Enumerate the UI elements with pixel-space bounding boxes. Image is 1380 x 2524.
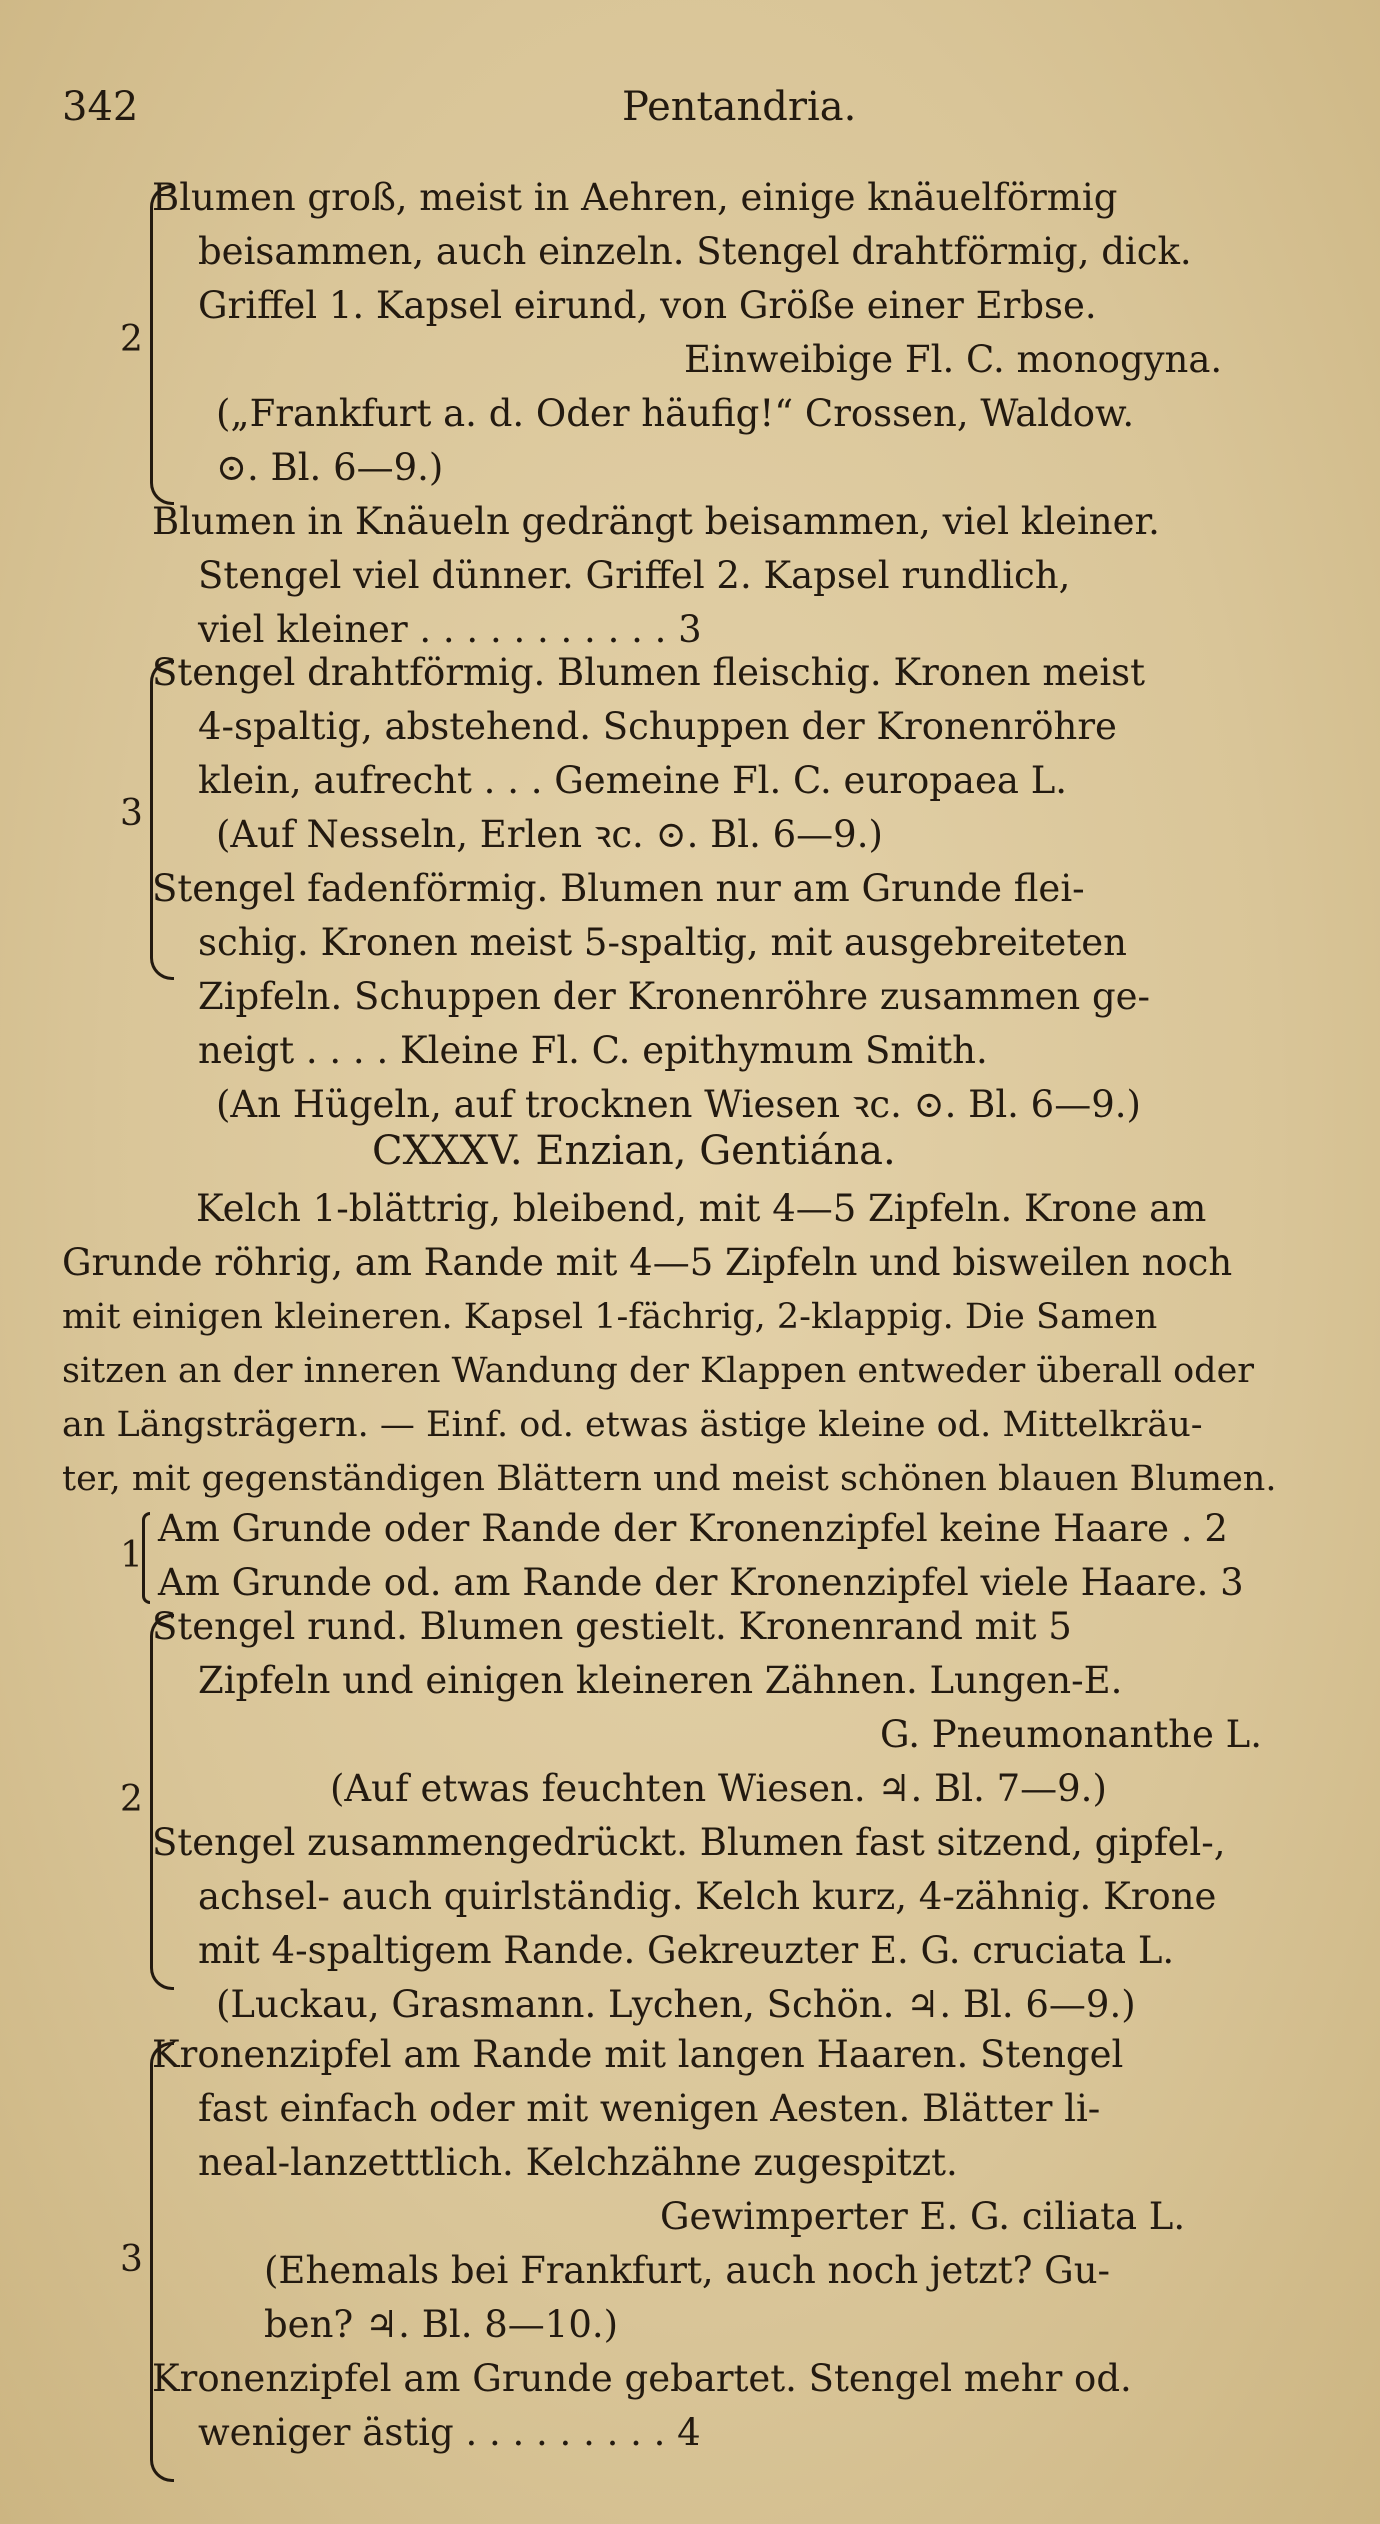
brace-key-1 bbox=[142, 1512, 150, 1604]
text-line: (Luckau, Grasmann. Lychen, Schön. ♃. Bl. 6—9.) bbox=[216, 1983, 1136, 2026]
text-line: ben? ♃. Bl. 8—10.) bbox=[264, 2303, 619, 2346]
genus-heading: CXXXV. Enzian, Gentiána. bbox=[372, 1128, 896, 1174]
text-line: klein, aufrecht . . . Gemeine Fl. C. europaea L. bbox=[198, 759, 1068, 802]
key-number: 2 bbox=[120, 319, 143, 360]
text-line: an Längsträgern. — Einf. od. etwas ästige kleine od. Mittelkräu- bbox=[62, 1405, 1203, 1445]
text-line: Kronenzipfel am Grunde gebartet. Stengel mehr od. bbox=[152, 2357, 1132, 2400]
text-line: Stengel rund. Blumen gestielt. Kronenrand mit 5 bbox=[152, 1605, 1072, 1648]
text-line: (Auf etwas feuchten Wiesen. ♃. Bl. 7—9.) bbox=[330, 1767, 1107, 1810]
text-line: Blumen in Knäueln gedrängt beisammen, viel kleiner. bbox=[152, 500, 1160, 543]
text-line: Gewimperter E. G. ciliata L. bbox=[660, 2195, 1186, 2238]
text-line: beisammen, auch einzeln. Stengel drahtförmig, dick. bbox=[198, 230, 1192, 273]
brace-key-3b bbox=[150, 2042, 174, 2482]
text-line: („Frankfurt a. d. Oder häufig!“ Crossen, Waldow. bbox=[216, 392, 1135, 435]
text-line: schig. Kronen meist 5-spaltig, mit ausgebreiteten bbox=[198, 921, 1127, 964]
text-line: Stengel viel dünner. Griffel 2. Kapsel rundlich, bbox=[198, 554, 1071, 597]
text-line: Einweibige Fl. C. monogyna. bbox=[684, 338, 1223, 381]
text-line: (Ehemals bei Frankfurt, auch noch jetzt? Gu- bbox=[264, 2249, 1111, 2292]
text-line: Kronenzipfel am Rande mit langen Haaren. Stengel bbox=[152, 2033, 1124, 2076]
text-line: (An Hügeln, auf trocknen Wiesen ꝛc. ⊙. Bl. 6—9.) bbox=[216, 1083, 1141, 1126]
text-line: Stengel zusammengedrückt. Blumen fast sitzend, gipfel-, bbox=[152, 1821, 1226, 1864]
text-line: viel kleiner . . . . . . . . . . . 3 bbox=[198, 608, 702, 651]
text-line: ⊙. Bl. 6—9.) bbox=[216, 446, 444, 489]
brace-key-3a bbox=[150, 660, 174, 980]
text-line: weniger ästig . . . . . . . . . 4 bbox=[198, 2411, 701, 2454]
text-line: Griffel 1. Kapsel eirund, von Größe einer Erbse. bbox=[198, 284, 1097, 327]
text-line: sitzen an der inneren Wandung der Klappen entweder überall oder bbox=[62, 1351, 1255, 1391]
text-line: G. Pneumonanthe L. bbox=[880, 1713, 1262, 1756]
text-line: Blumen groß, meist in Aehren, einige knäuelförmig bbox=[152, 176, 1118, 219]
brace-key-2a bbox=[150, 185, 174, 505]
text-line: neal-lanzetttlich. Kelchzähne zugespitzt. bbox=[198, 2141, 958, 2184]
text-line: Grunde röhrig, am Rande mit 4—5 Zipfeln und bisweilen noch bbox=[62, 1241, 1233, 1284]
text-line: mit einigen kleineren. Kapsel 1-fächrig, 2-klappig. Die Samen bbox=[62, 1297, 1158, 1337]
text-line: (Auf Nesseln, Erlen ꝛc. ⊙. Bl. 6—9.) bbox=[216, 813, 883, 856]
key-number: 1 bbox=[120, 1535, 143, 1576]
text-line: neigt . . . . Kleine Fl. C. epithymum Smith. bbox=[198, 1029, 988, 1072]
text-line: ter, mit gegenständigen Blättern und meist schönen blauen Blumen. bbox=[62, 1459, 1277, 1499]
key-number: 3 bbox=[120, 2239, 143, 2280]
text-line: Am Grunde od. am Rande der Kronenzipfel viele Haare. 3 bbox=[158, 1561, 1244, 1604]
text-line: Am Grunde oder Rande der Kronenzipfel keine Haare . 2 bbox=[158, 1507, 1228, 1550]
brace-key-2b bbox=[150, 1614, 174, 1990]
key-number: 2 bbox=[120, 1779, 143, 1820]
text-line: Zipfeln. Schuppen der Kronenröhre zusammen ge- bbox=[198, 975, 1151, 1018]
running-title: Pentandria. bbox=[622, 84, 857, 130]
text-line: Kelch 1-blättrig, bleibend, mit 4—5 Zipfeln. Krone am bbox=[196, 1187, 1207, 1230]
text-line: Stengel fadenförmig. Blumen nur am Grunde flei- bbox=[152, 867, 1085, 910]
text-line: achsel- auch quirlständig. Kelch kurz, 4-zähnig. Krone bbox=[198, 1875, 1217, 1918]
page-number: 342 bbox=[62, 84, 139, 130]
text-line: 4-spaltig, abstehend. Schuppen der Kronenröhre bbox=[198, 705, 1117, 748]
text-line: fast einfach oder mit wenigen Aesten. Blätter li- bbox=[198, 2087, 1101, 2130]
text-line: mit 4-spaltigem Rande. Gekreuzter E. G. cruciata L. bbox=[198, 1929, 1175, 1972]
text-line: Zipfeln und einigen kleineren Zähnen. Lungen-E. bbox=[198, 1659, 1123, 1702]
key-number: 3 bbox=[120, 793, 143, 834]
text-line: Stengel drahtförmig. Blumen fleischig. Kronen meist bbox=[152, 651, 1146, 694]
